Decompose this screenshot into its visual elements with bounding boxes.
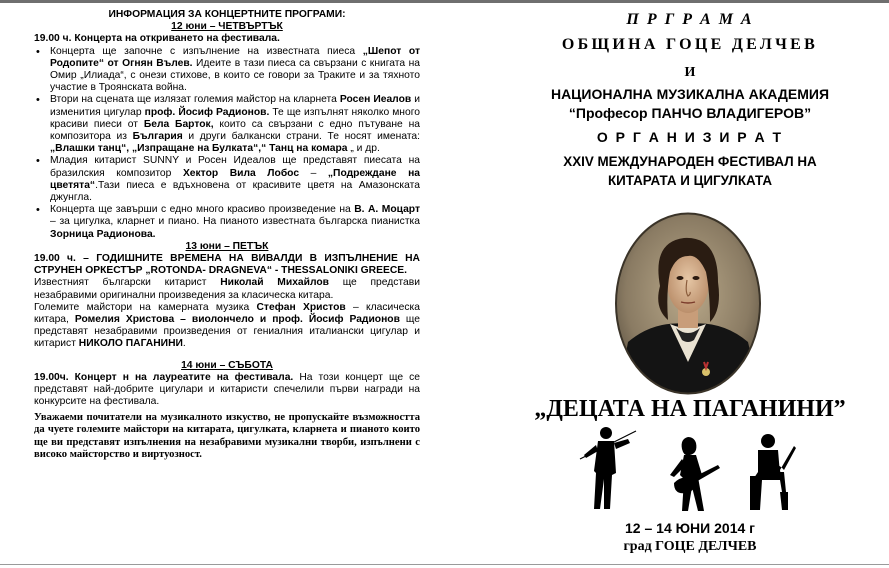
seated-guitarist-silhouette <box>748 432 798 512</box>
festival-line-2: КИТАРАТА И ЦИГУЛКАТА <box>607 173 773 188</box>
closing-paragraph: Уважаеми почитатели на музикалното изкуство, не пропускайте възможността да чуете големите майстори на китарата, цигулката, кларнета и пианото които ще ви представят изпълнения на незабравими музикални творби, изпълнени с високо майсторство и виртуозност. <box>34 411 420 461</box>
municipality-name: ОБЩИНА ГОЦЕ ДЕЛЧЕВ <box>561 36 819 53</box>
list-item: • Младия китарист SUNNY и Росен Идеалов ще представят пиесата на бразилския композитор Хектор Вила Лобос – „Подреждане на цветята“.Тази пиеса е вдъхновена от красивите цветя на Амазонската джунгла. <box>34 155 420 204</box>
festival-line-1: XXIV МЕЖДУНАРОДЕН ФЕСТИВАЛ НА <box>563 154 817 169</box>
conjunction: И <box>684 65 696 80</box>
day2-date: 13 юни – ПЕТЪК <box>185 240 269 252</box>
day1-list <box>34 46 420 241</box>
organizers-label: О Р Г А Н И З И Р А Т <box>596 129 784 145</box>
day3-paragraph: 19.00ч. Концерт н на лауреатите на фестивала. На този концерт ще се представят най-добрите цигулари и китаристи спечелили първи награди на конкурсите на фестивала. <box>34 371 420 408</box>
info-heading: ИНФОРМАЦИЯ ЗА КОНЦЕРТНИТЕ ПРОГРАМИ: <box>108 9 346 20</box>
list-item: • Концерта ще започне с изпълнение на известната пиеса „Шепот от Родопите“ от Огнян Вълев. Идеите в тази пиеса са свързани с книгата на Омир „Илиада“, с онези стихове, в които се говори за Траките и за тяхното участие в Троянската война. <box>34 46 420 95</box>
festival-dates: 12 – 14 ЮНИ 2014 г <box>625 520 755 536</box>
list-item: • Концерта ще завърши с едно много красиво произведение на В. А. Моцарт – за цигулка, кларнет и пиано. На пианото известната българска пианистка Зорница Радионова. <box>34 204 420 241</box>
academy-name: НАЦИОНАЛНА МУЗИКАЛНА АКАДЕМИЯ <box>550 86 830 102</box>
top-border <box>0 0 889 3</box>
festival-city: град ГОЦЕ ДЕЛЧЕВ <box>623 539 757 554</box>
day2-paragraph-2: Големите майстори на камерната музика Стефан Христов – класическа китара, Ромелия Христова – виолончело и проф. Йосиф Радионов ще представят незабравими произведения от гениалния италиански цигулар и китарист НИКОЛО ПАГАНИНИ. <box>34 301 421 350</box>
day1-date: 12 юни – ЧЕТВЪРТЪК <box>171 21 283 33</box>
paganini-portrait <box>614 212 762 395</box>
festival-name: „ДЕЦАТА НА ПАГАНИНИ” <box>534 396 846 422</box>
electric-guitarist-silhouette <box>660 435 722 513</box>
day1-title: 19.00 ч. Концерта на откриването на фестивала. <box>34 33 280 45</box>
program-title: П Р Г Р А М А <box>626 11 754 28</box>
day2-paragraph-1: Известният български китарист Николай Михайлов ще представи незабравими оригинални произведения за класическа китара. <box>34 277 420 301</box>
day3-date: 14 юни – СЪБОТА <box>181 359 273 371</box>
day2-title: 19.00 ч. – ГОДИШНИТЕ ВРЕМЕНА НА ВИВАЛДИ В ИЗПЪЛНЕНИЕ НА СТРУНЕН ОРКЕСТЪР „ROTONDA- DRAGNEVA“ - THESSALONIKI GREECE. <box>34 253 420 277</box>
concert-info-column <box>34 9 420 462</box>
bottom-border <box>0 564 889 565</box>
academy-patron: “Професор ПАНЧО ВЛАДИГЕРОВ” <box>568 105 812 121</box>
list-item: • Втори на сцената ще излязат големия майстор на кларнета Росен Иеалов и изменития цигулар проф. Йосиф Радионов. Те ще изпълнят няколко много красиви пиеси от Бела Барток, които са свързани с едно пътуване на композитора из България и други балкански страни. Те носят имената: „Влашки танц“, „Изпращане на Булката“,“ Танц на комара „ и др. <box>34 94 420 155</box>
violinist-silhouette <box>576 425 642 511</box>
